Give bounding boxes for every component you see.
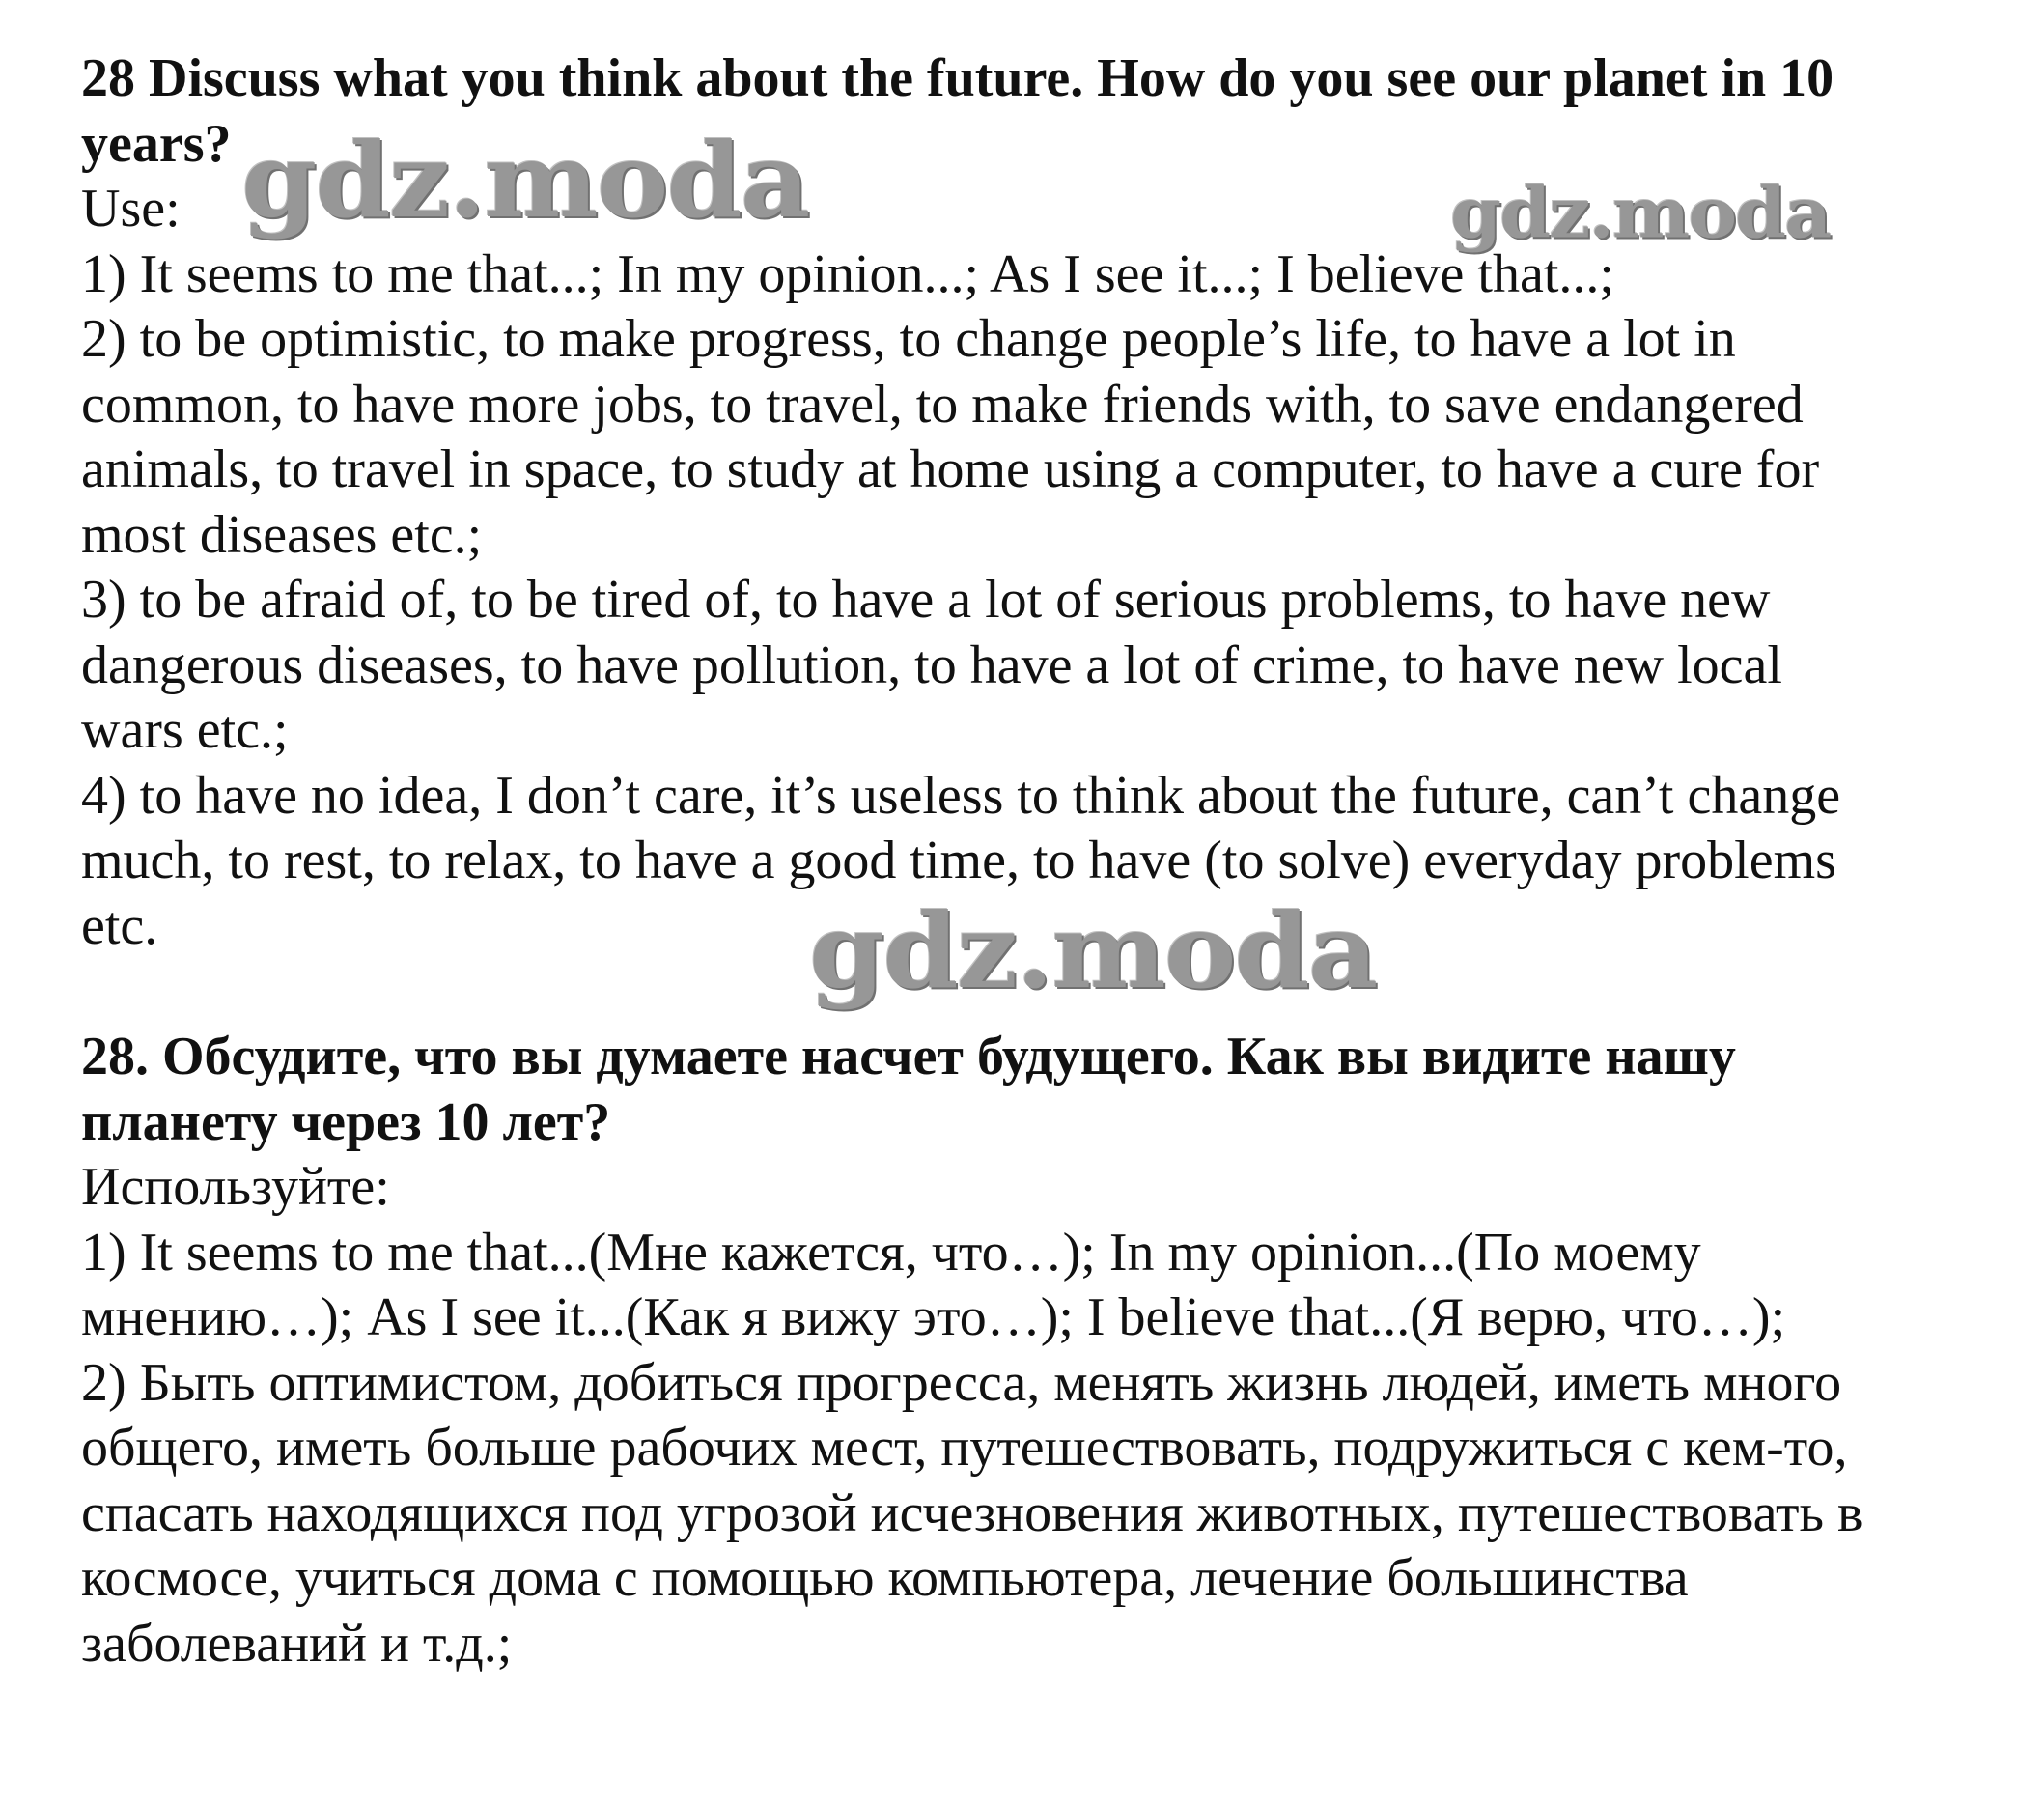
russian-heading-line-2: планету через 10 лет? <box>81 1091 611 1152</box>
english-heading-line-2: years? <box>81 113 232 174</box>
watermark-logo-1: gdz.moda <box>241 121 809 241</box>
english-heading-line-1: 28 Discuss what you think about the future. How do you see our planet in 10 <box>81 48 1834 108</box>
russian-use-label: Используйте: <box>81 1157 390 1217</box>
english-line-3: common, to have more jobs, to travel, to make friends with, to save endangered <box>81 374 1804 435</box>
english-line-11: etc. <box>81 895 158 956</box>
russian-line-3: 2) Быть оптимистом, добиться прогресса, менять жизнь людей, иметь много <box>81 1352 1842 1413</box>
english-line-10: much, to rest, to relax, to have a good time, to have (to solve) everyday problems <box>81 831 1836 890</box>
watermark-logo-2: gdz.moda <box>1450 172 1831 254</box>
english-line-7: dangerous diseases, to have pollution, to have a lot of crime, to have new local <box>81 635 1782 695</box>
watermark-logo-3: gdz.moda <box>809 891 1377 1012</box>
english-line-8: wars etc.; <box>81 700 289 760</box>
russian-line-1: 1) It seems to me that...(Мне кажется, что…); In my opinion...(По моему <box>81 1222 1701 1283</box>
english-use-label: Use: <box>81 179 181 239</box>
russian-line-6: космосе, учиться дома с помощью компьютера, лечение большинства <box>81 1548 1689 1608</box>
russian-line-4: общего, иметь больше рабочих мест, путешествовать, подружиться с кем-то, <box>81 1418 1848 1478</box>
english-line-5: most diseases etc.; <box>81 504 483 565</box>
russian-line-7: заболеваний и т.д.; <box>81 1613 513 1674</box>
english-line-4: animals, to travel in space, to study at home using a computer, to have a cure for <box>81 439 1820 499</box>
english-line-6: 3) to be afraid of, to be tired of, to have a lot of serious problems, to have new <box>81 570 1771 630</box>
russian-line-5: спасать находящихся под угрозой исчезновения животных, путешествовать в <box>81 1482 1863 1543</box>
russian-heading-line-1: 28. Обсудите, что вы думаете насчет будущего. Как вы видите нашу <box>81 1027 1736 1086</box>
russian-line-2: мнению…); As I see it...(Как я вижу это…); I believe that...(Я верю, что…); <box>81 1287 1786 1347</box>
english-line-2: 2) to be optimistic, to make progress, to change people’s life, to have a lot in <box>81 309 1736 369</box>
english-line-9: 4) to have no idea, I don’t care, it’s useless to think about the future, can’t change <box>81 765 1841 826</box>
document-page <box>81 46 2002 1677</box>
english-line-1: 1) It seems to me that...; In my opinion...; As I see it...; I believe that...; <box>81 243 1614 304</box>
